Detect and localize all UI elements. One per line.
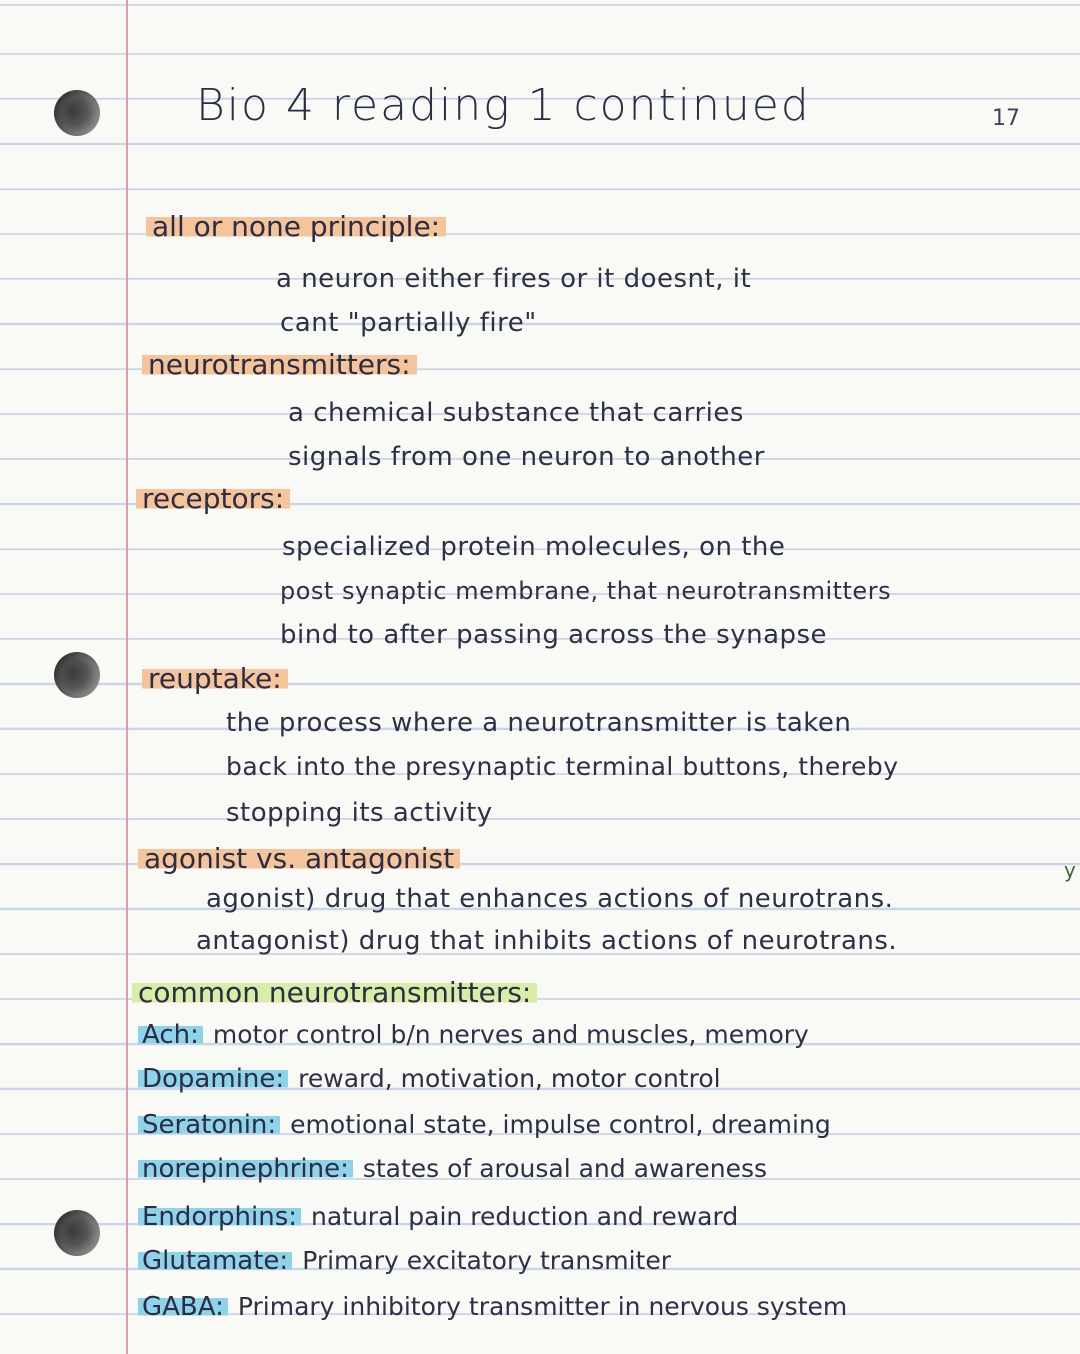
- neurotransmitter-name: norepinephrine:: [138, 1154, 353, 1184]
- binder-hole-top: [54, 90, 100, 136]
- neurotransmitter-name: Seratonin:: [138, 1110, 280, 1140]
- binder-hole-middle: [54, 652, 100, 698]
- list-item: [138, 1152, 767, 1189]
- neurotransmitter-desc: natural pain reduction and reward: [311, 1202, 739, 1231]
- list-item: [138, 1200, 738, 1237]
- list-item: [138, 1290, 847, 1327]
- list-item: [138, 1244, 671, 1281]
- neurotransmitter-desc: emotional state, impulse control, dreaming: [290, 1110, 831, 1139]
- neurotransmitter-name: GABA:: [138, 1292, 228, 1322]
- definition-line: the process where a neurotransmitter is taken: [226, 708, 852, 738]
- definition-line: a neuron either fires or it doesnt, it: [276, 264, 752, 294]
- neurotransmitter-name: Glutamate:: [138, 1246, 292, 1276]
- page-title: Bio 4 reading 1 continued: [196, 80, 811, 131]
- term-agonist-vs-antagonist: agonist vs. antagonist: [138, 842, 460, 876]
- definition-line: back into the presynaptic terminal buttons, thereby: [226, 752, 899, 781]
- list-item: [138, 1062, 721, 1099]
- term-all-or-none: all or none principle:: [146, 210, 446, 244]
- term-reuptake: reuptake:: [142, 662, 288, 696]
- neurotransmitter-desc: Primary inhibitory transmitter in nervous system: [237, 1292, 848, 1321]
- neurotransmitter-desc: Primary excitatory transmiter: [302, 1246, 671, 1275]
- margin-line: [126, 0, 128, 1354]
- definition-line: stopping its activity: [226, 798, 493, 828]
- term-receptors: receptors:: [136, 482, 290, 516]
- term-neurotransmitters: neurotransmitters:: [142, 348, 417, 382]
- definition-line: a chemical substance that carries: [288, 398, 744, 428]
- definition-line: post synaptic membrane, that neurotransmitters: [280, 577, 892, 605]
- definition-line: agonist) drug that enhances actions of neurotrans.: [206, 884, 894, 914]
- list-item: [138, 1018, 809, 1055]
- binder-hole-bottom: [54, 1210, 100, 1256]
- definition-line: cant "partially fire": [280, 308, 537, 338]
- neurotransmitter-desc: states of arousal and awareness: [362, 1154, 768, 1183]
- neurotransmitter-desc: reward, motivation, motor control: [298, 1064, 721, 1093]
- definition-line: bind to after passing across the synapse: [280, 620, 828, 650]
- neurotransmitter-name: Ach:: [138, 1020, 203, 1050]
- list-item: [138, 1108, 831, 1145]
- term-common-neurotransmitters: common neurotransmitters:: [132, 976, 537, 1010]
- neurotransmitter-name: Dopamine:: [138, 1064, 288, 1094]
- definition-line: signals from one neuron to another: [288, 442, 765, 472]
- edge-text: y: [1064, 858, 1076, 882]
- definition-line: antagonist) drug that inhibits actions of neurotrans.: [196, 926, 898, 956]
- page-number: 17: [992, 106, 1020, 131]
- definition-line: specialized protein molecules, on the: [282, 532, 786, 562]
- neurotransmitter-desc: motor control b/n nerves and muscles, memory: [212, 1020, 809, 1049]
- neurotransmitter-name: Endorphins:: [138, 1202, 301, 1232]
